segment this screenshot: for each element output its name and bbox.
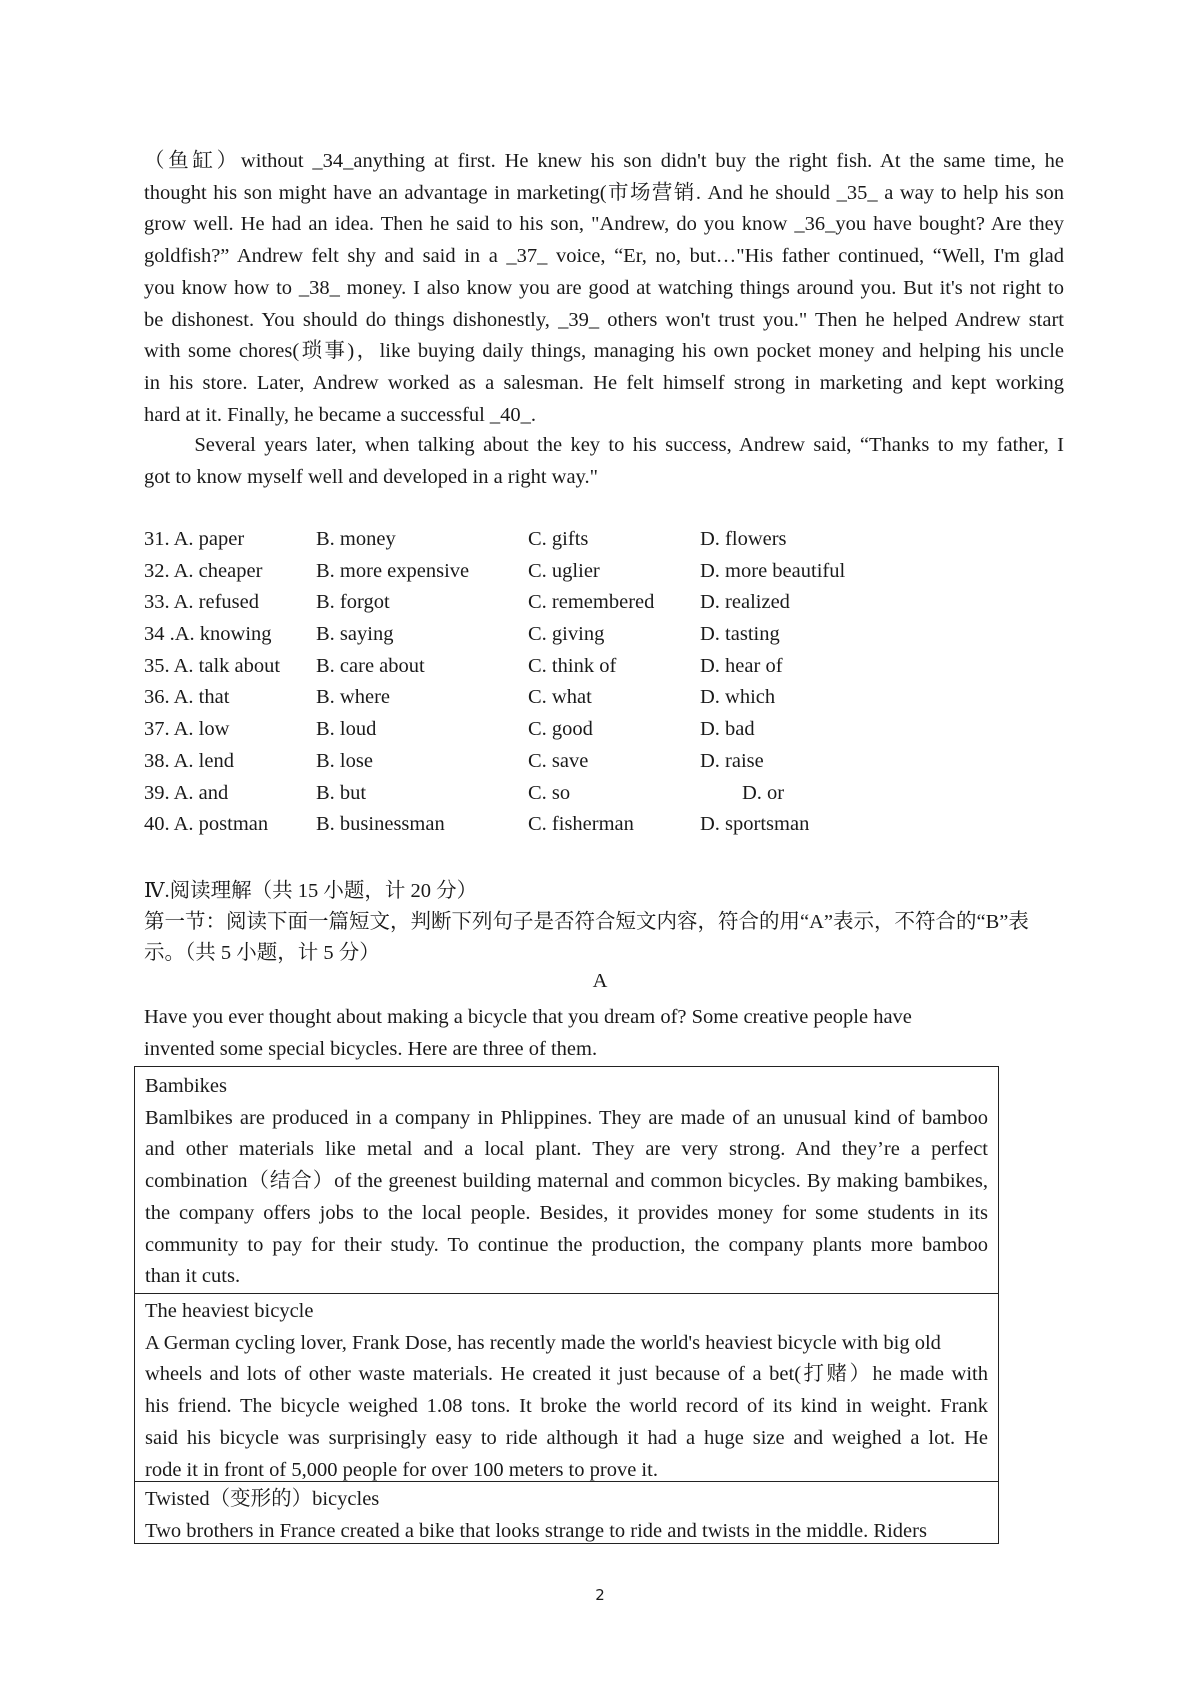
text-line: Several years later, when talking about the key to his success, Andrew said, “Thanks to my father, I [144, 434, 1064, 456]
option-row-34 [144, 623, 904, 655]
cell-title: Bambikes [145, 1075, 227, 1097]
option-a: 32. A. cheaper [144, 559, 263, 582]
option-a: 33. A. refused [144, 591, 260, 614]
text-line: A German cycling lover, Frank Dose, has recently made the world's heaviest bicycle with big old [145, 1331, 941, 1354]
option-row-39 [144, 782, 904, 814]
option-b: B. money [316, 528, 396, 550]
text-line: Have you ever thought about making a bicycle that you dream of? Some creative people have [144, 1006, 912, 1028]
option-b: B. more expensive [316, 559, 470, 582]
option-a: 31. A. paper [144, 528, 245, 550]
option-c: C. remembered [528, 591, 655, 614]
passage-letter: A [592, 970, 608, 992]
option-c: C. good [528, 718, 593, 741]
option-a: 38. A. lend [144, 749, 234, 772]
cell-title: Twisted（变形的）bicycles [145, 1488, 380, 1510]
option-a: 40. A. postman [144, 813, 269, 836]
option-c: C. fisherman [528, 813, 634, 836]
section-heading: Ⅳ.阅读理解（共 15 小题，计 20 分） [144, 880, 478, 902]
option-row-35 [144, 655, 904, 687]
option-b: B. where [316, 686, 391, 709]
option-c: C. save [528, 749, 589, 772]
option-b: B. lose [316, 749, 373, 772]
text-line: thought his son might have an advantage in marketing(市场营销. And he should _35_ a way to help his son [144, 181, 1064, 204]
text-line: （鱼缸）without _34_anything at first. He knew his son didn't buy the right fish. At the same time, he [144, 150, 1064, 172]
text-line: invented some special bicycles. Here are three of them. [144, 1037, 598, 1060]
text-line: in his store. Later, Andrew worked as a salesman. He felt himself strong in marketing and kept working [144, 371, 1064, 394]
option-b: B. businessman [316, 813, 445, 836]
option-a: 34 .A. knowing [144, 623, 272, 646]
option-a: 36. A. that [144, 686, 230, 709]
option-row-40 [144, 813, 904, 845]
option-c: C. gifts [528, 528, 589, 550]
option-b: B. forgot [316, 591, 390, 614]
text-line: said his bicycle was surprisingly easy to ride although it had a huge size and weighed a lot. He [145, 1426, 988, 1449]
option-d: D. bad [700, 718, 755, 741]
text-line: community to pay for their study. To continue the production, the company plants more bamboo [145, 1233, 988, 1256]
text-line: than it cuts. [145, 1265, 241, 1288]
option-row-32 [144, 560, 904, 592]
heaviest-bicycle-cell [135, 1293, 998, 1486]
option-b: B. saying [316, 623, 394, 646]
option-d: D. raise [700, 749, 764, 772]
page-number: 2 [595, 1586, 605, 1604]
text-line: rode it in front of 5,000 people for over 100 meters to prove it. [145, 1458, 658, 1481]
option-a: 35. A. talk about [144, 654, 281, 677]
reading-intro [144, 1002, 964, 1065]
option-d: D. tasting [700, 623, 780, 646]
option-b: B. but [316, 781, 367, 804]
text-line: grow well. He had an idea. Then he said to his son, "Andrew, do you know _36_you have bought? Are they [144, 213, 1064, 236]
option-d: D. flowers [700, 528, 787, 550]
option-row-38 [144, 750, 904, 782]
option-a: 37. A. low [144, 718, 230, 741]
text-line: combination（结合）of the greenest building maternal and common bicycles. By making bambikes, [145, 1170, 988, 1193]
bambikes-cell [135, 1071, 998, 1293]
option-c: C. what [528, 686, 592, 709]
option-row-36 [144, 686, 904, 718]
cell-title: The heaviest bicycle [145, 1300, 314, 1322]
twisted-bicycles-cell [135, 1481, 998, 1547]
option-a: 39. A. and [144, 781, 229, 804]
option-c: C. giving [528, 623, 605, 646]
section-instruction: 第一节：阅读下面一篇短文，判断下列句子是否符合短文内容，符合的用“A”表示，不符合的“B”表 [144, 911, 1029, 933]
option-b: B. care about [316, 654, 425, 677]
option-d: D. hear of [700, 654, 783, 677]
option-row-33 [144, 591, 904, 623]
option-c: C. uglier [528, 559, 600, 582]
option-c: C. think of [528, 654, 617, 677]
option-d: D. more beautiful [700, 559, 846, 582]
text-line: goldfish?” Andrew felt shy and said in a _37_ voice, “Er, no, but…"His father continued, “Well, I'm glad [144, 245, 1064, 268]
option-d: D. sportsman [700, 813, 810, 836]
text-line: the company offers jobs to the local people. Besides, it provides money for some students in its [145, 1201, 988, 1224]
text-line: got to know myself well and developed in a right way." [144, 465, 598, 488]
option-row-37 [144, 718, 904, 750]
text-line: hard at it. Finally, he became a successful _40_. [144, 403, 537, 426]
text-line: wheels and lots of other waste materials. He created it just because of a bet(打赌）he made with [145, 1363, 988, 1386]
text-line: you know how to _38_ money. I also know you are good at watching things around you. But it's not right to [144, 276, 1064, 299]
section-instruction: 示。（共 5 小题，计 5 分） [144, 942, 380, 964]
option-b: B. loud [316, 718, 377, 741]
text-line: and other materials like metal and a local plant. They are very strong. And they’re a perfect [145, 1138, 988, 1161]
option-d: D. realized [700, 591, 790, 614]
text-line: Two brothers in France created a bike that looks strange to ride and twists in the middle. Riders [145, 1519, 927, 1542]
option-row-31 [144, 528, 904, 560]
bicycles-table [134, 1066, 999, 1544]
passage-paragraph-1 [144, 146, 1064, 431]
answer-options [144, 528, 904, 845]
passage-paragraph-2 [144, 430, 1064, 493]
text-line: with some chores(琐事)，like buying daily things, managing his own pocket money and helping his uncle [144, 340, 1064, 363]
text-line: Bamlbikes are produced in a company in Phlippines. They are made of an unusual kind of bamboo [145, 1106, 988, 1129]
text-line: his friend. The bicycle weighed 1.08 tons. It broke the world record of its kind in weight. Frank [145, 1395, 988, 1418]
option-d: D. or [742, 781, 785, 804]
option-c: C. so [528, 781, 571, 804]
text-line: be dishonest. You should do things dishonestly, _39_ others won't trust you." Then he helped Andrew start [144, 308, 1064, 331]
option-d: D. which [700, 686, 776, 709]
